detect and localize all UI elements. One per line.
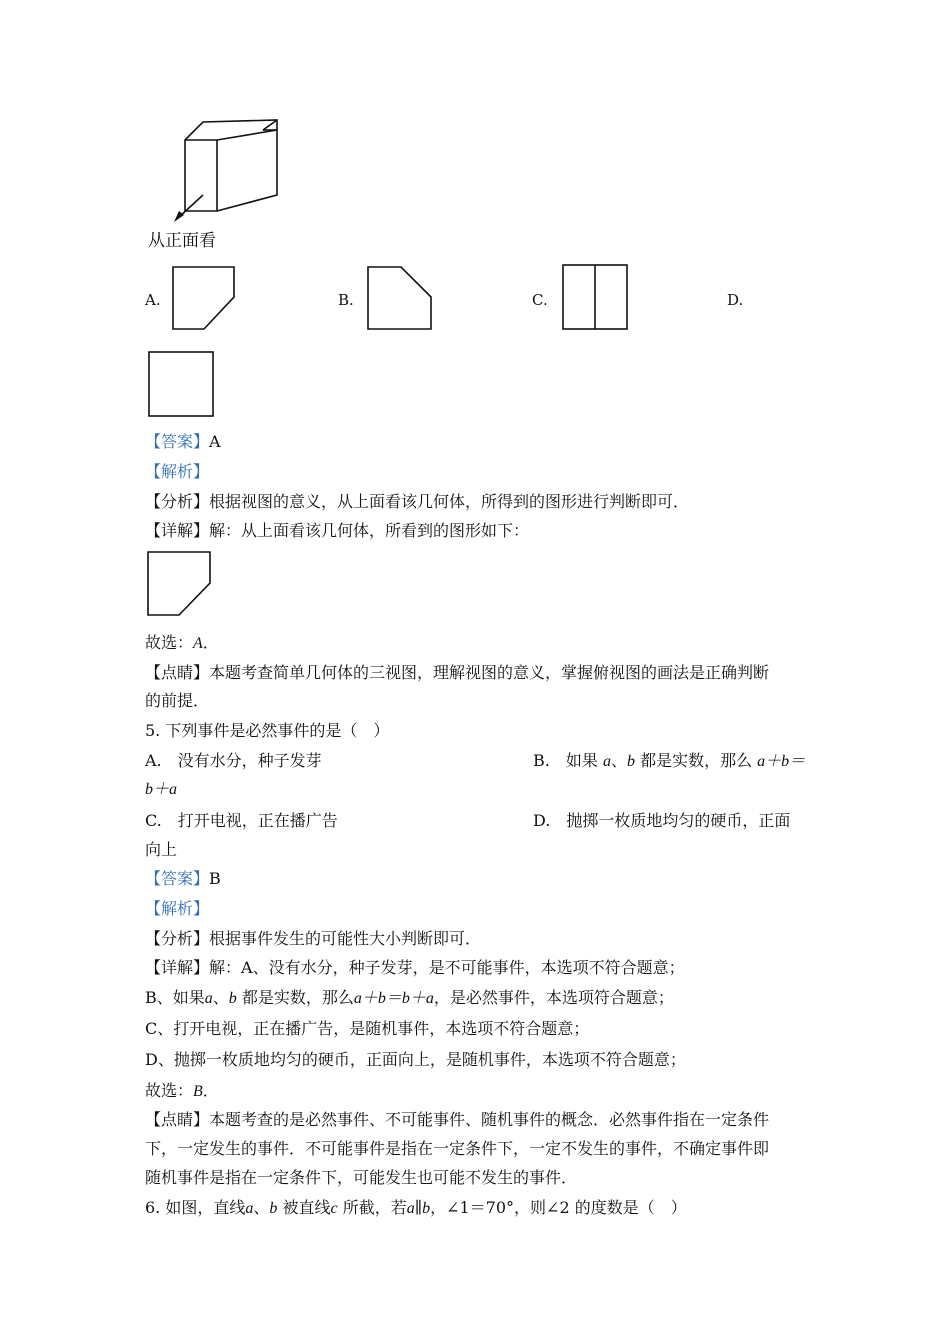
q5-option-d-cont: 向上 (145, 840, 178, 859)
q5-line-c: C、打开电视，正在播广告，是随机事件，本选项不符合题意； (145, 1019, 590, 1038)
q4-xiangjie: 【详解】解：从上面看该几何体，所看到的图形如下： (145, 521, 530, 540)
q5-choose: 故选：B． (145, 1081, 219, 1100)
q4-dianjing: 【点睛】本题考查简单几何体的三视图，理解视图的意义，掌握俯视图的画法是正确判断 (145, 663, 770, 682)
q4-answer: 【答案】A (145, 432, 221, 451)
q5-dianjing: 【点睛】本题考查的是必然事件、不可能事件、随机事件的概念．必然事件指在一定条件 (145, 1110, 770, 1129)
q5-option-b: B. 如果 a、b 都是实数，那么 a＋b＝ (533, 751, 806, 770)
q5-answer: 【答案】B (145, 869, 221, 888)
q5-jiexi: 【解析】 (145, 899, 210, 918)
option-c-shape (561, 263, 630, 332)
option-a-shape (171, 265, 237, 333)
option-d-shape (147, 350, 216, 419)
top-view-shape (146, 550, 214, 618)
q4-dianjing-cont: 的前提． (145, 691, 210, 710)
q5-stem: 5. 下列事件是必然事件的是（ ） (145, 721, 390, 740)
q5-line-b: B、如果a、b 都是实数，那么a＋b＝b＋a，是必然事件，本选项符合题意； (145, 988, 674, 1007)
option-c-label: C. (532, 291, 548, 309)
q5-fenxi: 【分析】根据事件发生的可能性大小判断即可． (145, 929, 482, 948)
q4-jiexi: 【解析】 (145, 462, 210, 481)
q5-line-d: D、抛掷一枚质地均匀的硬币，正面向上，是随机事件，本选项不符合题意； (145, 1050, 686, 1069)
solid-figure (170, 115, 285, 225)
q5-dianjing-cont1: 下，一定发生的事件．不可能事件是指在一定条件下，一定不发生的事件，不确定事件即 (145, 1139, 770, 1158)
option-a-label: A. (145, 291, 161, 309)
q6-stem: 6. 如图，直线a、b 被直线c 所截，若a∥b，∠1＝70°，则∠2 的度数是（ ） (145, 1198, 687, 1217)
q5-option-a: A. 没有水分，种子发芽 (145, 751, 322, 770)
q4-choose: 故选：A． (145, 633, 219, 652)
q4-fenxi: 【分析】根据视图的意义，从上面看该几何体，所得到的图形进行判断即可． (145, 492, 690, 511)
q5-option-c: C. 打开电视，正在播广告 (145, 811, 338, 830)
option-d-label: D. (727, 291, 744, 309)
q5-option-b-cont: b＋a (145, 781, 178, 798)
q5-xiangjie: 【详解】解：A、没有水分，种子发芽，是不可能事件，本选项不符合题意； (145, 958, 685, 977)
option-b-shape (366, 265, 434, 333)
figure-caption: 从正面看 (148, 231, 216, 251)
q5-option-d: D. 抛掷一枚质地均匀的硬币，正面 (533, 811, 791, 830)
option-b-label: B. (338, 291, 354, 309)
q5-dianjing-cont2: 随机事件是指在一定条件下，可能发生也可能不发生的事件． (145, 1168, 578, 1187)
